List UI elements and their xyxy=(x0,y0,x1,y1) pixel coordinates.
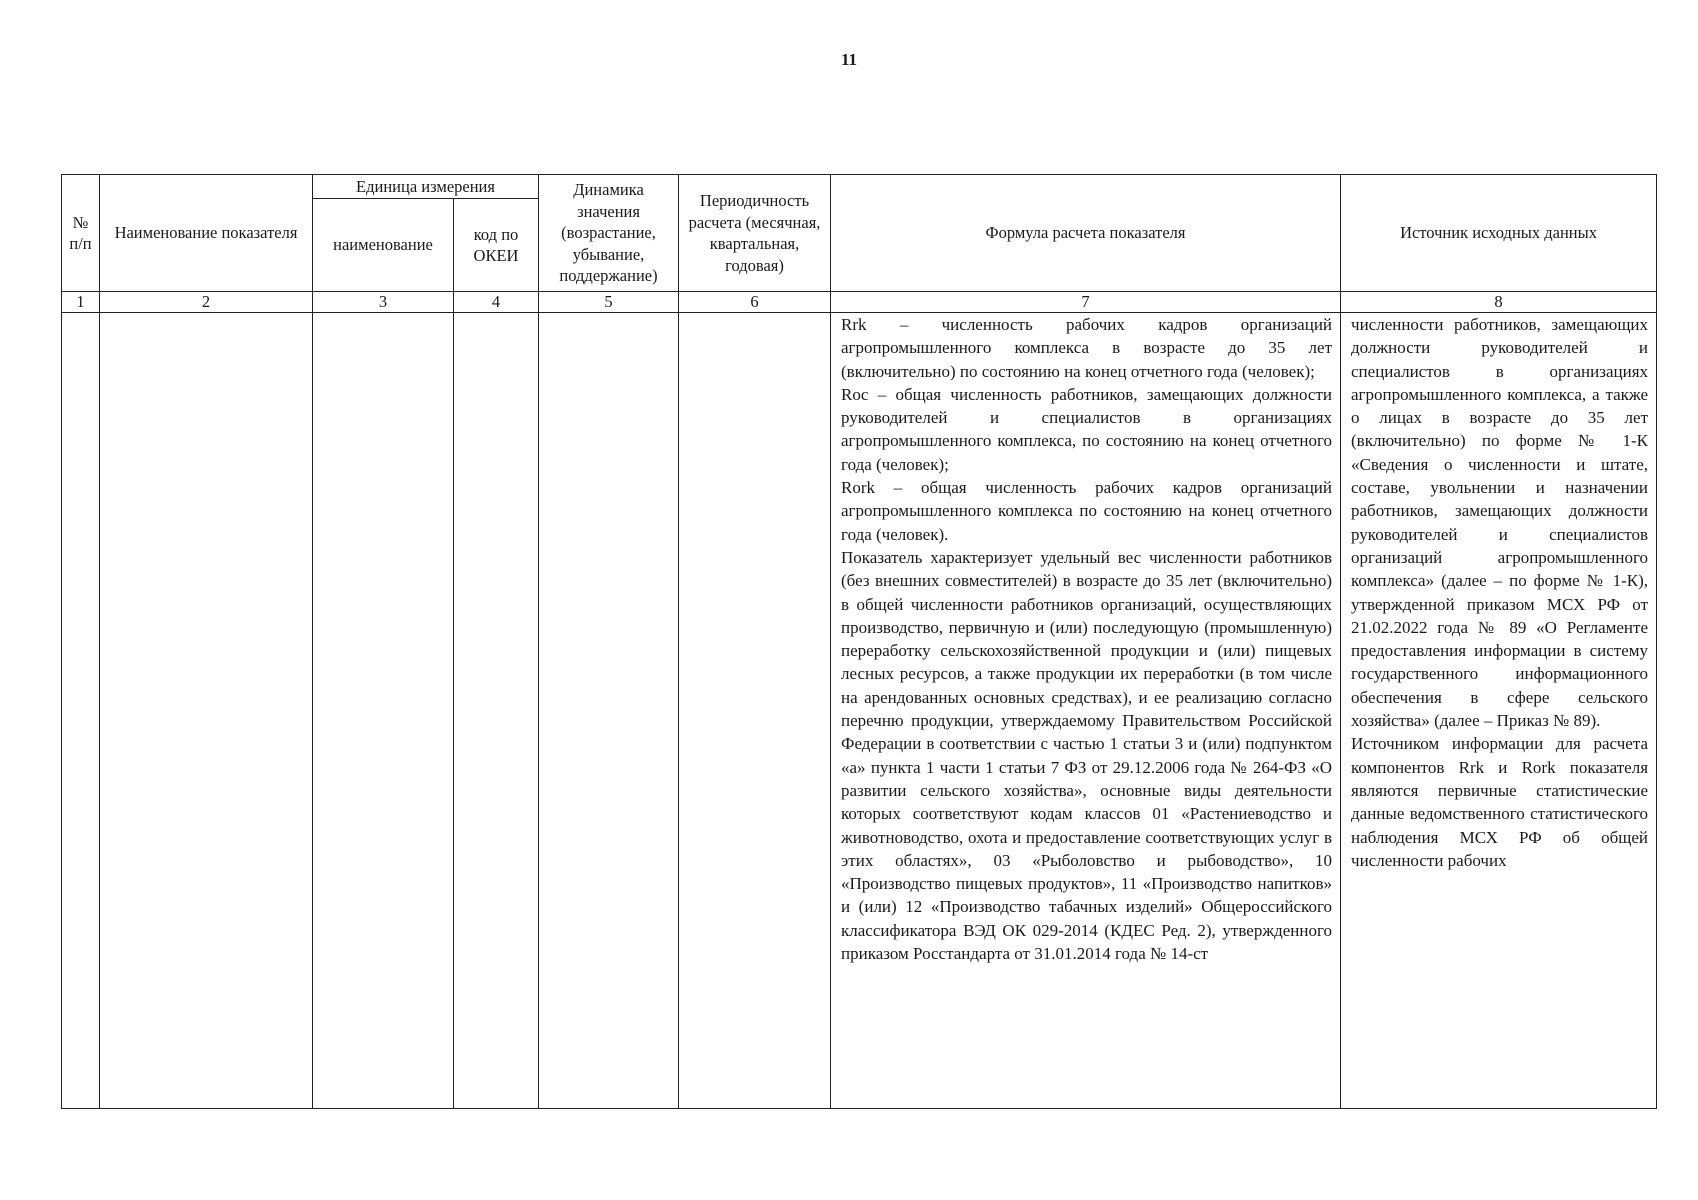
column-number: 6 xyxy=(679,292,831,313)
formula-text xyxy=(831,313,1340,1108)
table-header xyxy=(62,175,1657,292)
column-number: 4 xyxy=(454,292,539,313)
formula-paragraph: Rrk – численность рабочих кадров организаций агропромышленного комплекса в возрасте до 35 лет (включительно) по состоянию на конец отчетного года (человек); xyxy=(841,315,1333,381)
column-number: 5 xyxy=(539,292,679,313)
formula-paragraph: Roc – общая численность работников, замещающих должности руководителей и специалистов в организациях агропромышленного комплекса, по состоянию на конец отчетного года (человек); xyxy=(841,384,1333,474)
source-cell xyxy=(1341,313,1657,1109)
header-formula: Формула расчета показателя xyxy=(831,175,1341,292)
formula-paragraph: Rork – общая численность рабочих кадров организаций агропромышленного комплекса по состоянию на конец отчетного года (человек). xyxy=(841,478,1333,544)
header-unit-code: код по ОКЕИ xyxy=(454,199,539,292)
header-indicator-name: Наименование показателя xyxy=(100,175,313,292)
column-number-row xyxy=(62,292,1657,313)
num-cell xyxy=(62,313,100,1109)
header-num: № п/п xyxy=(62,175,100,292)
unit-name-cell xyxy=(313,313,454,1109)
header-unit-name: наименование xyxy=(313,199,454,292)
column-number: 2 xyxy=(100,292,313,313)
source-paragraph: Источником информации для расчета компонентов Rrk и Rork показателя являются первичные статистические данные ведомственного статистического наблюдения МСХ РФ об общей численности рабочих xyxy=(1351,734,1649,870)
column-number: 7 xyxy=(831,292,1341,313)
source-paragraph: численности работников, замещающих должности руководителей и специалистов в организациях агропромышленного комплекса, а также о лицах в возрасте до 35 лет (включительно) по форме № 1-К «Сведения о численности и штате, составе, увольнении и назначении работников, замещающих должности руководителей и специалистов организаций агропромышленного комплекса» (далее – по форме № 1-К), утвержденной приказом МСХ РФ от 21.02.2022 года № 89 «О Регламенте предоставления информации в систему государственного информационного обеспечения в сфере сельского хозяйства» (далее – Приказ № 89). xyxy=(1351,315,1649,731)
page-number: 11 xyxy=(840,50,858,69)
indicator-table xyxy=(61,174,1657,1109)
unit-code-cell xyxy=(454,313,539,1109)
formula-paragraph: Показатель характеризует удельный вес численности работников (без внешних совместителей) в возрасте до 35 лет (включительно) в общей численности работников организаций, осуществляющих производство, первичную и (или) последующую (промышленную) переработку сельскохозяйственной продукции и (или) пищевых лесных ресурсов, а также продукции их переработки (в том числе на арендованных основных средствах), и ее реализацию согласно перечню продукции, утверждаемому Правительством Российской Федерации в соответствии с частью 1 статьи 3 и (или) подпунктом «а» пункта 1 части 1 статьи 7 ФЗ от 29.12.2006 года № 264-ФЗ «О развитии сельского хозяйства», основные виды деятельности которых соответствуют кодам классов 01 «Растениеводство и животноводство, охота и предоставление соответствующих услуг в этих областях», 03 «Рыболовство и рыбоводство», 10 «Производство пищевых продуктов», 11 «Производство напитков» и (или) 12 «Производство табачных изделий» Общероссийского классификатора ВЭД ОК 029-2014 (КДЕС Ред. 2), утвержденного приказом Росстандарта от 31.01.2014 года № 14-ст xyxy=(841,547,1333,964)
formula-cell xyxy=(831,313,1341,1109)
header-dynamics: Динамика значения (возрастание, убывание, поддержание) xyxy=(539,175,679,292)
periodicity-cell xyxy=(679,313,831,1109)
source-text xyxy=(1341,313,1656,1108)
column-number: 3 xyxy=(313,292,454,313)
header-periodicity: Периодичность расчета (месячная, квартальная, годовая) xyxy=(679,175,831,292)
table-row xyxy=(62,313,1657,1109)
header-source: Источник исходных данных xyxy=(1341,175,1657,292)
indicator-name-cell xyxy=(100,313,313,1109)
column-number: 8 xyxy=(1341,292,1657,313)
header-unit-group: Единица измерения xyxy=(313,175,539,199)
dynamics-cell xyxy=(539,313,679,1109)
column-number: 1 xyxy=(62,292,100,313)
